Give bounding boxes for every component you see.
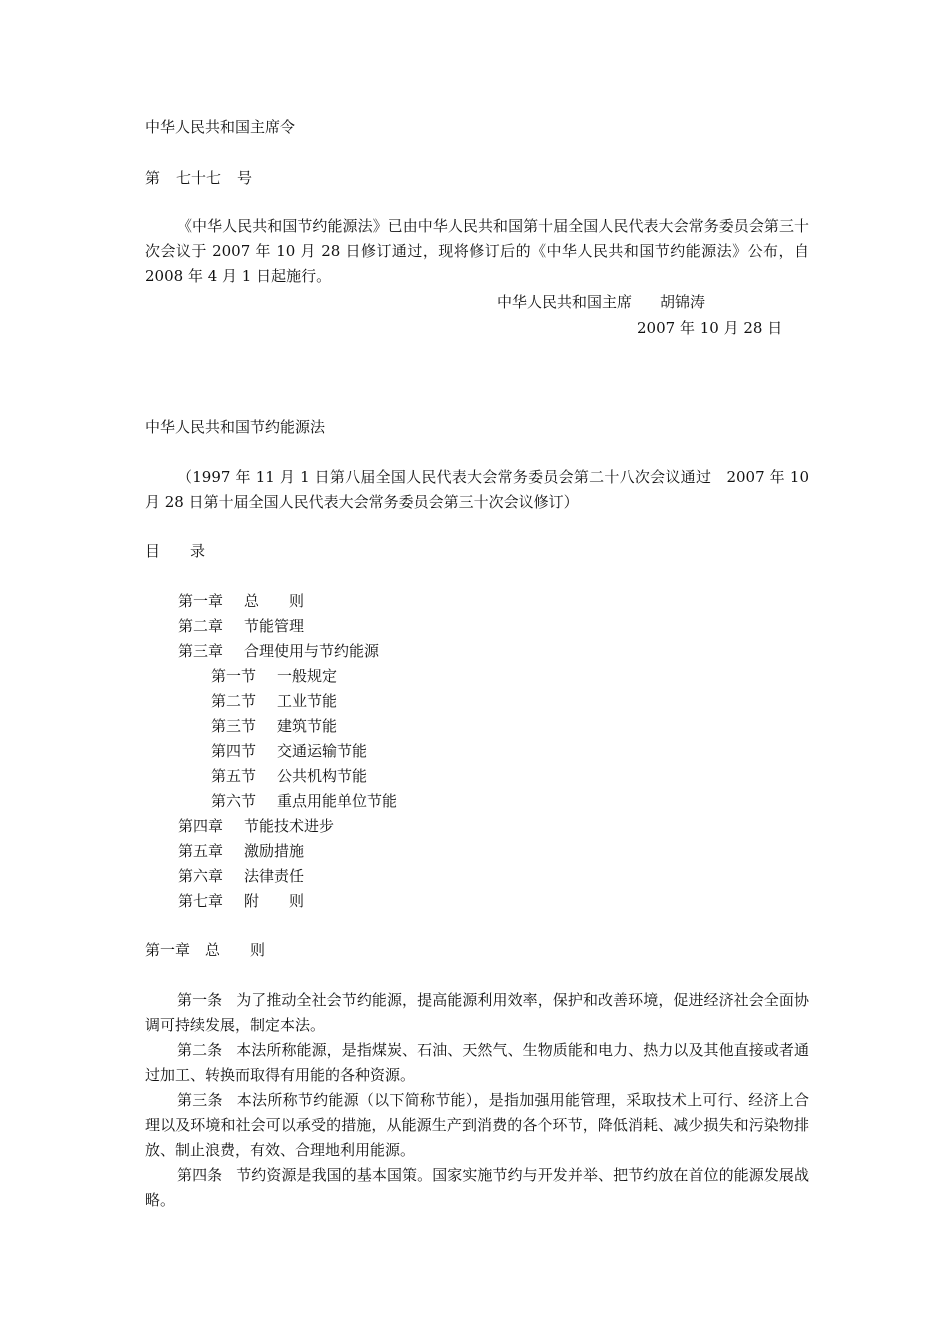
toc-section-item bbox=[178, 664, 678, 689]
table-of-contents bbox=[178, 589, 678, 914]
signature-date: 2007 年 10 月 28 日 bbox=[637, 319, 783, 337]
toc-item-number: 第一节 bbox=[211, 667, 257, 685]
order-number-value: 七十七 bbox=[176, 169, 222, 187]
toc-item-number: 第六节 bbox=[211, 792, 257, 810]
article-paragraph bbox=[145, 1088, 809, 1163]
toc-item-number: 第四节 bbox=[211, 742, 257, 760]
toc-item-title: 总 则 bbox=[244, 592, 305, 610]
article-paragraph bbox=[145, 1038, 809, 1088]
toc-item-number: 第六章 bbox=[178, 867, 224, 885]
toc-item-title: 一般规定 bbox=[277, 667, 338, 685]
toc-item-number: 第三节 bbox=[211, 717, 257, 735]
chapter-heading: 第一章 总 则 bbox=[145, 941, 266, 959]
toc-item-title: 节能技术进步 bbox=[244, 817, 335, 835]
toc-item-title: 法律责任 bbox=[244, 867, 305, 885]
toc-chapter-item bbox=[178, 839, 678, 864]
toc-section-item bbox=[178, 714, 678, 739]
toc-item-number: 第一章 bbox=[178, 592, 224, 610]
order-body-text: 《中华人民共和国节约能源法》已由中华人民共和国第十届全国人民代表大会常务委员会第三十次会议于 2007 年 10 月 28 日修订通过，现将修订后的《中华人民共和国节约能源法》公布，自 2008 年 4 月 1 日起施行。 bbox=[145, 217, 809, 285]
law-title: 中华人民共和国节约能源法 bbox=[145, 418, 326, 436]
article-text: 节约资源是我国的基本国策。国家实施节约与开发并举、把节约放在首位的能源发展战略。 bbox=[145, 1166, 809, 1209]
toc-chapter-item bbox=[178, 814, 678, 839]
article-number: 第三条 bbox=[177, 1091, 223, 1109]
toc-item-number: 第四章 bbox=[178, 817, 224, 835]
order-number bbox=[145, 166, 809, 191]
toc-section-item bbox=[178, 739, 678, 764]
toc-item-title: 节能管理 bbox=[244, 617, 305, 635]
toc-section-item bbox=[178, 789, 678, 814]
toc-item-number: 第五节 bbox=[211, 767, 257, 785]
article-number: 第四条 bbox=[177, 1166, 223, 1184]
order-number-suffix: 号 bbox=[237, 169, 253, 187]
article-text: 为了推动全社会节约能源，提高能源利用效率，保护和改善环境，促进经济社会全面协调可持续发展，制定本法。 bbox=[145, 991, 809, 1034]
toc-item-title: 激励措施 bbox=[244, 842, 305, 860]
toc-item-number: 第五章 bbox=[178, 842, 224, 860]
toc-item-title: 附 则 bbox=[244, 892, 305, 910]
article-list bbox=[145, 988, 809, 1213]
toc-heading: 目 录 bbox=[145, 542, 206, 560]
toc-section-item bbox=[178, 689, 678, 714]
article-number: 第二条 bbox=[177, 1041, 223, 1059]
signature-line bbox=[497, 290, 797, 315]
toc-chapter-item bbox=[178, 889, 678, 914]
toc-item-title: 公共机构节能 bbox=[277, 767, 368, 785]
toc-item-number: 第二节 bbox=[211, 692, 257, 710]
toc-item-number: 第七章 bbox=[178, 892, 224, 910]
toc-item-title: 工业节能 bbox=[277, 692, 338, 710]
toc-section-item bbox=[178, 764, 678, 789]
toc-chapter-item bbox=[178, 864, 678, 889]
signatory-name: 胡锦涛 bbox=[660, 293, 706, 311]
toc-item-title: 交通运输节能 bbox=[277, 742, 368, 760]
toc-item-title: 重点用能单位节能 bbox=[277, 792, 398, 810]
toc-item-title: 合理使用与节约能源 bbox=[244, 642, 380, 660]
toc-item-title: 建筑节能 bbox=[277, 717, 338, 735]
toc-item-number: 第三章 bbox=[178, 642, 224, 660]
order-title: 中华人民共和国主席令 bbox=[145, 118, 296, 136]
article-paragraph bbox=[145, 988, 809, 1038]
article-number: 第一条 bbox=[177, 991, 223, 1009]
article-paragraph bbox=[145, 1163, 809, 1213]
signatory-title: 中华人民共和国主席 bbox=[497, 293, 633, 311]
article-text: 本法所称节约能源（以下简称节能），是指加强用能管理，采取技术上可行、经济上合理以及环境和社会可以承受的措施，从能源生产到消费的各个环节，降低消耗、减少损失和污染物排放、制止浪费，有效、合理地利用能源。 bbox=[145, 1091, 809, 1159]
toc-chapter-item bbox=[178, 589, 678, 614]
toc-item-number: 第二章 bbox=[178, 617, 224, 635]
order-number-prefix: 第 bbox=[145, 169, 161, 187]
toc-chapter-item bbox=[178, 639, 678, 664]
article-text: 本法所称能源，是指煤炭、石油、天然气、生物质能和电力、热力以及其他直接或者通过加工、转换而取得有用能的各种资源。 bbox=[145, 1041, 809, 1084]
toc-chapter-item bbox=[178, 614, 678, 639]
law-adoption-note: （1997 年 11 月 1 日第八届全国人民代表大会常务委员会第二十八次会议通过 2007 年 10 月 28 日第十届全国人民代表大会常务委员会第三十次会议修订） bbox=[145, 468, 809, 511]
